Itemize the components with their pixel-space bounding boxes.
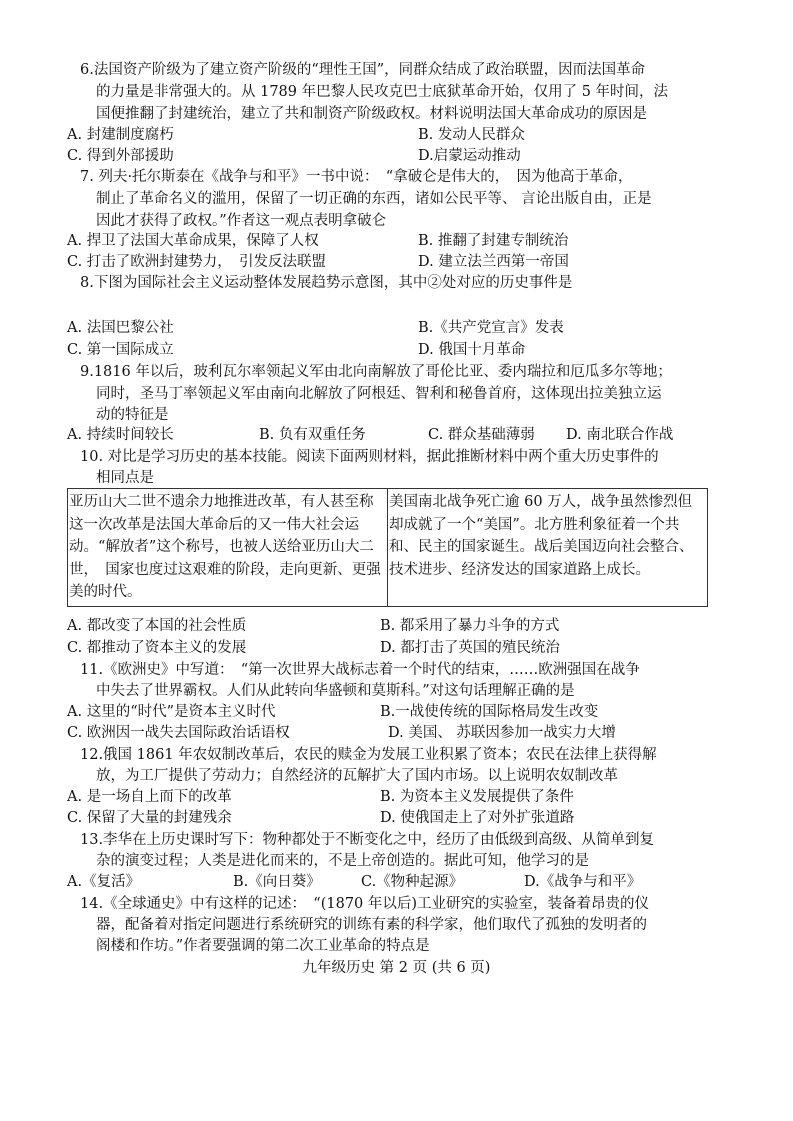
q14-line-3: 阁楼和作坊。”作者要强调的第二次工业革命的特点是 — [96, 938, 430, 954]
q11-line-1: 11.《欧洲史》中写道： “第一次世界大战标志着一个时代的结束，……欧洲强国在战争 — [80, 662, 640, 678]
q6-option-c: C. 得到外部援助 — [67, 148, 174, 164]
q11-option-b: B.一战使传统的国际格局发生改变 — [380, 704, 599, 720]
q11-option-d: D. 美国、 苏联因参加一战实力大增 — [388, 725, 616, 741]
q8-option-a: A. 法国巴黎公社 — [67, 320, 174, 336]
material-american-civil-war: 美国南北战争死亡逾 60 万人，战争虽然惨烈但却成就了一个“美国”。北方胜利象征着一个共和、民主的国家诞生。战后美国迈向社会整合、技术进步、经济发达的国家道路上成长。 — [388, 489, 708, 607]
q7-line-1: 7. 列夫·托尔斯泰在《战争与和平》一书中说： “拿破仑是伟大的， 因为他高于革命， — [80, 169, 633, 185]
q8-line-1: 8.下图为国际社会主义运动整体发展趋势示意图，其中②处对应的历史事件是 — [80, 275, 573, 291]
q8-option-d: D. 俄国十月革命 — [418, 342, 526, 358]
q9-option-b: B. 负有双重任务 — [259, 427, 366, 443]
q9-line-1: 9.1816 年以后，玻利瓦尔率领起义军由北向南解放了哥伦比亚、委内瑞拉和厄瓜多尔等地； — [80, 364, 672, 380]
comparison-table — [67, 488, 708, 607]
q12-line-2: 放，为工厂提供了劳动力；自然经济的瓦解扩大了国内市场。以上说明农奴制改革 — [96, 768, 618, 784]
q9-option-a: A. 持续时间较长 — [67, 427, 174, 443]
material-alexander-ii: 亚历山大二世不遗余力地推进改革，有人甚至称这一次改革是法国大革命后的又一伟大社会运动。“解放者”这个称号，也被人送给亚历山大二世， 国家也度过这艰难的阶段，走向更新、更强美的时代。 — [68, 489, 388, 607]
q9-line-2: 同时，圣马丁率领起义军由南向北解放了阿根廷、智利和秘鲁首府，这体现出拉美独立运 — [96, 386, 662, 402]
q9-option-c: C. 群众基础薄弱 — [428, 427, 535, 443]
q6-line-1: 6.法国资产阶级为了建立资产阶级的“理性王国”，同群众结成了政治联盟，因而法国革命 — [80, 62, 646, 78]
q12-option-c: C. 保留了大量的封建残余 — [67, 810, 232, 826]
q7-option-a: A. 捍卫了法国大革命成果，保障了人权 — [67, 233, 319, 249]
q12-option-b: B. 为资本主义发展提供了条件 — [380, 789, 574, 805]
q10-option-a: A. 都改变了本国的社会性质 — [67, 618, 247, 634]
q14-line-1: 14.《全球通史》中有这样的记述： “(1870 年以后)工业研究的实验室，装备着昂贵的仪 — [80, 896, 650, 912]
q13-line-1: 13.李华在上历史课时写下：物种都处于不断变化之中，经历了由低级到高级、从简单到复 — [80, 832, 655, 848]
q7-line-2: 制止了革命名义的滥用，保留了一切正确的东西，诸如公民平等、 言论出版自由，正是 — [96, 191, 652, 207]
q12-option-d: D. 使俄国走上了对外扩张道路 — [380, 810, 575, 826]
q10-line-2: 相同点是 — [96, 470, 154, 486]
q6-option-b: B. 发动人民群众 — [418, 127, 525, 143]
q13-option-d: D.《战争与和平》 — [524, 874, 642, 890]
q8-option-c: C. 第一国际成立 — [67, 342, 174, 358]
q9-option-d: D. 南北联合作战 — [566, 427, 674, 443]
q10-option-b: B. 都采用了暴力斗争的方式 — [380, 618, 560, 634]
table-row — [68, 489, 708, 607]
q9-line-3: 动的特征是 — [96, 407, 169, 423]
q11-option-a: A. 这里的“时代”是资本主义时代 — [67, 704, 276, 720]
q6-line-2: 的力量是非常强大的。从 1789 年巴黎人民攻克巴士底狱革命开始，仅用了 5 年时间，法 — [96, 84, 669, 100]
q10-option-c: C. 都推动了资本主义的发展 — [67, 640, 247, 656]
q7-line-3: 因此才获得了政权。”作者这一观点表明拿破仑 — [96, 213, 387, 229]
q11-line-2: 中失去了世界霸权。人们从此转向华盛顿和莫斯科。”对这句话理解正确的是 — [96, 683, 575, 699]
q7-option-b: B. 推翻了封建专制统治 — [418, 233, 569, 249]
q13-option-c: C.《物种起源》 — [361, 874, 464, 890]
q12-option-a: A. 是一场自上而下的改革 — [67, 789, 232, 805]
q13-line-2: 杂的演变过程；人类是进化而来的，不是上帝创造的。据此可知，他学习的是 — [96, 853, 589, 869]
q13-option-b: B.《向日葵》 — [233, 874, 321, 890]
q10-option-d: D. 都打击了英国的殖民统治 — [380, 640, 560, 656]
q10-line-1: 10. 对比是学习历史的基本技能。阅读下面两则材料，据此推断材料中两个重大历史事件的 — [80, 449, 659, 465]
q6-line-3: 国便推翻了封建统治，建立了共和制资产阶级政权。材料说明法国大革命成功的原因是 — [96, 106, 647, 122]
q7-option-c: C. 打击了欧洲封建势力， 引发反法联盟 — [67, 254, 327, 270]
page-footer: 九年级历史 第 2 页 (共 6 页) — [302, 960, 491, 976]
q7-option-d: D. 建立法兰西第一帝国 — [418, 254, 569, 270]
q12-line-1: 12.俄国 1861 年农奴制改革后，农民的赎金为发展工业积累了资本；农民在法律上获得解 — [80, 747, 657, 763]
q6-option-a: A. 封建制度腐朽 — [67, 127, 174, 143]
q14-line-2: 器，配备着对指定问题进行系统研究的训练有素的科学家，他们取代了孤独的发明者的 — [96, 917, 647, 933]
q11-option-c: C. 欧洲因一战失去国际政治话语权 — [67, 725, 290, 741]
q13-option-a: A.《复活》 — [67, 874, 141, 890]
q8-option-b: B.《共产党宣言》发表 — [418, 320, 564, 336]
q6-option-d: D.启蒙运动推动 — [418, 148, 521, 164]
